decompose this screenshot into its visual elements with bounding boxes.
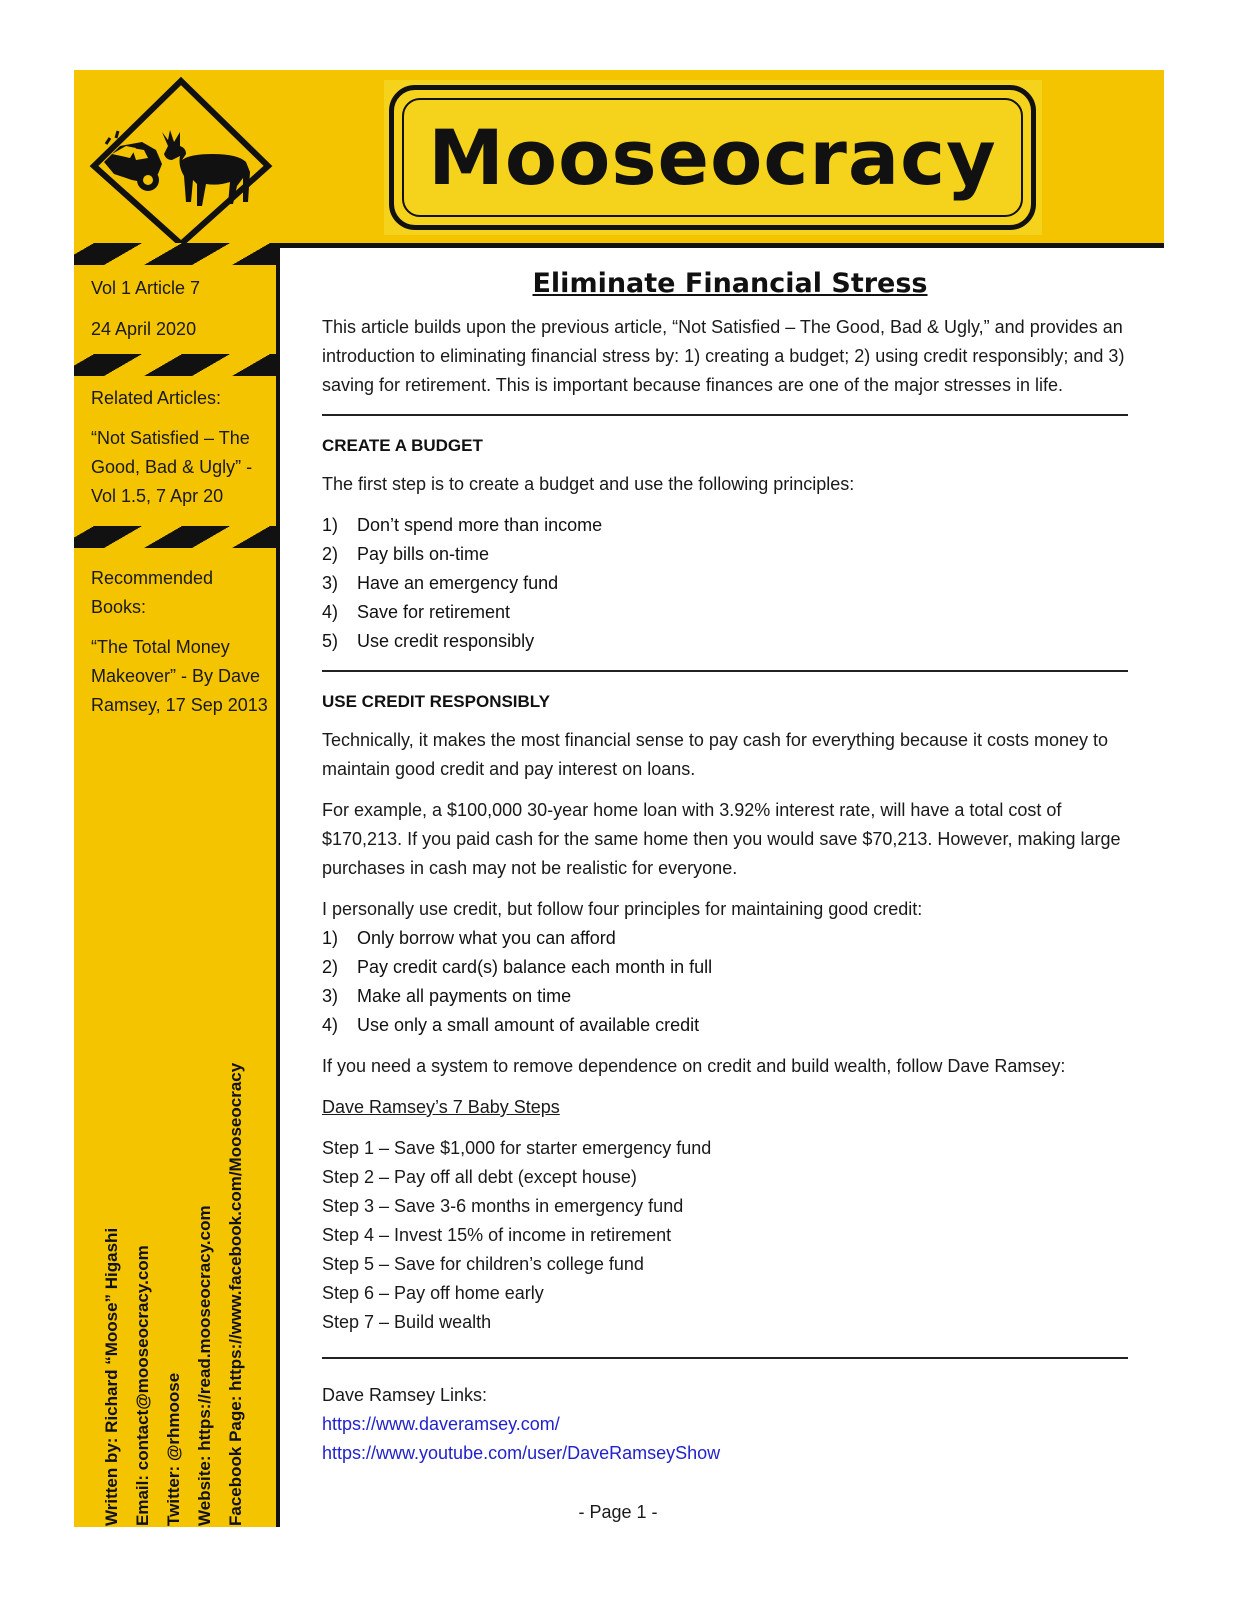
content-frame-top	[280, 243, 1164, 248]
list-item: 1) Don’t spend more than income	[322, 515, 603, 535]
list-item: 2) Pay credit card(s) balance each month in full	[322, 957, 713, 977]
article-intro: This article builds upon the previous article, “Not Satisfied – The Good, Bad & Ugly,” and provides an introduction to eliminating financial stress by: 1) creating a budget; 2) using credit responsibly; and 3) saving for retirement. This is important because finances are one of the major stresses in life.	[322, 317, 1125, 395]
author-credits	[96, 1056, 266, 1526]
list-item: 1) Only borrow what you can afford	[322, 928, 616, 948]
page-number: - Page 1 -	[578, 1502, 658, 1522]
article-title: Eliminate Financial Stress	[532, 268, 928, 299]
list-item: 4) Save for retirement	[322, 602, 511, 622]
issue-date: 24 April 2020	[91, 319, 197, 339]
list-item: 3) Have an emergency fund	[322, 573, 559, 593]
list-item: Step 1 – Save $1,000 for starter emergency fund	[322, 1138, 712, 1158]
related-article-item: “Not Satisfied – The Good, Bad & Ugly” - Vol 1.5, 7 Apr 20	[91, 428, 253, 506]
moose-crossing-sign-icon	[86, 76, 276, 246]
list-item: Step 5 – Save for children’s college fund	[322, 1254, 644, 1274]
list-item: 5) Use credit responsibly	[322, 631, 535, 651]
budget-lead: The first step is to create a budget and use the following principles:	[322, 474, 855, 494]
credit-paragraph-2: For example, a $100,000 30-year home loan with 3.92% interest rate, will have a total cost of $170,213. If you paid cash for the same home then you would save $70,213. However, making large purchases in cash may not be realistic for everyone.	[322, 800, 1121, 878]
related-articles-heading: Related Articles:	[91, 388, 222, 408]
article-body	[322, 265, 1138, 1468]
credit-twitter: Twitter: @rhmoose	[164, 1372, 183, 1526]
budget-heading: CREATE A BUDGET	[322, 436, 483, 455]
credit-author: Written by: Richard “Moose” Higashi	[102, 1227, 121, 1526]
section-divider	[322, 414, 1128, 416]
credit-email: Email: contact@mooseocracy.com	[133, 1245, 152, 1526]
daveramsey-link[interactable]: https://www.daveramsey.com/	[322, 1414, 560, 1434]
baby-steps-list	[322, 1134, 1138, 1337]
recommended-book-item: “The Total Money Makeover” - By Dave Ramsey, 17 Sep 2013	[91, 637, 268, 715]
baby-steps-heading: Dave Ramsey’s 7 Baby Steps	[322, 1097, 560, 1117]
hazard-divider	[74, 526, 280, 548]
list-item: Step 6 – Pay off home early	[322, 1283, 544, 1303]
budget-principles-list	[322, 511, 1138, 656]
list-item: Step 7 – Build wealth	[322, 1312, 492, 1332]
list-item: 4) Use only a small amount of available credit	[322, 1015, 700, 1035]
links-heading: Dave Ramsey Links:	[322, 1385, 488, 1405]
credit-paragraph-3: I personally use credit, but follow four principles for maintaining good credit:	[322, 899, 923, 919]
section-divider	[322, 1357, 1128, 1359]
list-item: 2) Pay bills on-time	[322, 544, 490, 564]
list-item: Step 4 – Invest 15% of income in retirement	[322, 1225, 672, 1245]
credit-facebook: Facebook Page: https://www.facebook.com/Mooseocracy	[226, 1062, 245, 1526]
volume-label: Vol 1 Article 7	[91, 278, 201, 298]
credit-paragraph-1: Technically, it makes the most financial sense to pay cash for everything because it costs money to maintain good credit and pay interest on loans.	[322, 730, 1109, 779]
credit-heading: USE CREDIT RESPONSIBLY	[322, 692, 550, 711]
masthead-title: Mooseocracy	[428, 113, 997, 202]
credit-paragraph-4: If you need a system to remove dependence on credit and build wealth, follow Dave Ramsey:	[322, 1056, 1066, 1076]
recommended-books-heading: Recommended Books:	[91, 568, 214, 617]
masthead-sign	[389, 85, 1036, 230]
content-frame-left	[276, 243, 280, 1527]
youtube-link[interactable]: https://www.youtube.com/user/DaveRamseyShow	[322, 1443, 721, 1463]
hazard-divider	[74, 354, 280, 376]
list-item: Step 2 – Pay off all debt (except house)	[322, 1167, 637, 1187]
list-item: 3) Make all payments on time	[322, 986, 572, 1006]
hazard-divider	[74, 243, 280, 265]
credit-website: Website: https://read.mooseocracy.com	[195, 1205, 214, 1526]
credit-principles-list	[322, 924, 1138, 1040]
list-item: Step 3 – Save 3-6 months in emergency fund	[322, 1196, 684, 1216]
section-divider	[322, 670, 1128, 672]
